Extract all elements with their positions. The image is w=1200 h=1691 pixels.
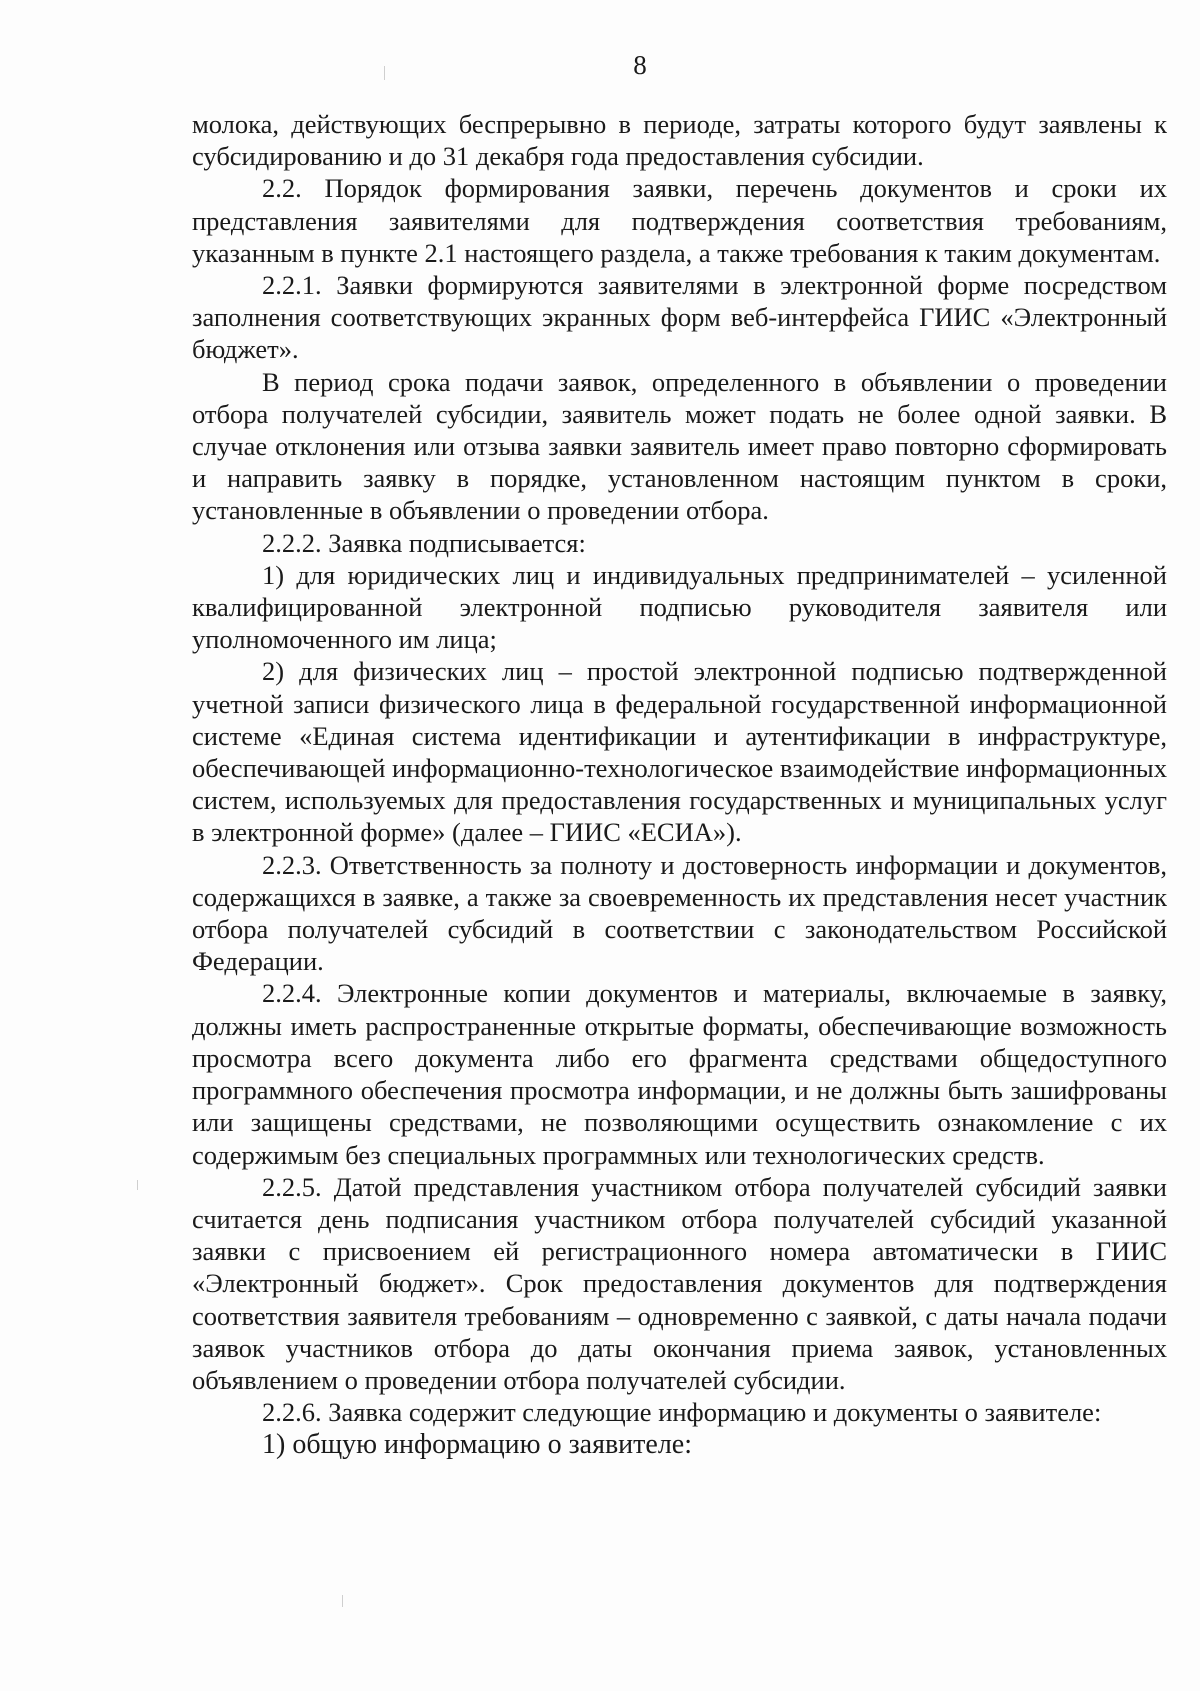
paragraph: 2.2.1. Заявки формируются заявителями в электронной форме посредством заполнения соответствующих экранных форм веб-интерфейса ГИИС «Электронный бюджет». (192, 270, 1167, 365)
scan-artifact (137, 1180, 138, 1190)
paragraph: 2.2.2. Заявка подписывается: (262, 527, 586, 558)
paragraph: 2.2.6. Заявка содержит следующие информацию и документы о заявителе: (262, 1397, 1102, 1428)
document-body (192, 108, 1167, 1462)
scan-artifact (342, 1595, 343, 1607)
paragraph: 1) общую информацию о заявителе: (262, 1429, 692, 1461)
paragraph: 2.2. Порядок формирования заявки, перечень документов и сроки их представления заявителями для подтверждения соответствия требованиям, указанным в пункте 2.1 настоящего раздела, а также требования к таким документам. (192, 173, 1167, 268)
paragraph: 2) для физических лиц – простой электронной подписью подтвержденной учетной записи физического лица в федеральной государственной информационной системе «Единая система идентификации и аутентификации в инфраструктуре, обеспечивающей информационно-технологическое взаимодействие информационных систем, используемых для предоставления государственных и муниципальных услуг в электронной форме» (далее – ГИИС «ЕСИА»). (192, 656, 1167, 848)
page-number: 8 (633, 50, 647, 80)
paragraph: 1) для юридических лиц и индивидуальных предпринимателей – усиленной квалифицированной электронной подписью руководителя заявителя или уполномоченного им лица; (192, 559, 1167, 655)
paragraph: 2.2.4. Электронные копии документов и материалы, включаемые в заявку, должны иметь распространенные открытые форматы, обеспечивающие возможность просмотра всего документа либо его фрагмента средствами общедоступного программного обеспечения просмотра информации, и не должны быть зашифрованы или защищены средствами, не позволяющими осуществить ознакомление с их содержимым без специальных программных или технологических средств. (192, 978, 1167, 1170)
paragraph: 2.2.5. Датой представления участником отбора получателей субсидий заявки считается день подписания участником отбора получателей субсидий указанной заявки с присвоением ей регистрационного номера автоматически в ГИИС «Электронный бюджет». Срок предоставления документов для подтверждения соответствия заявителя требованиям – одновременно с заявкой, с даты начала подачи заявок участников отбора до даты окончания приема заявок, установленных объявлением о проведении отбора получателей субсидии. (192, 1171, 1167, 1395)
paragraph: 2.2.3. Ответственность за полноту и достоверность информации и документов, содержащихся в заявке, а также за своевременность их представления несет участник отбора получателей субсидий в соответствии с законодательством Российской Федерации. (192, 849, 1167, 977)
paragraph: молока, действующих беспрерывно в периоде, затраты которого будут заявлены к субсидированию и до 31 декабря года предоставления субсидии. (192, 109, 1167, 172)
paragraph: В период срока подачи заявок, определенного в объявлении о проведении отбора получателей субсидии, заявитель может подать не более одной заявки. В случае отклонения или отзыва заявки заявитель имеет право повторно сформировать и направить заявку в порядке, установленном настоящим пунктом в сроки, установленные в объявлении о проведении отбора. (192, 366, 1167, 526)
